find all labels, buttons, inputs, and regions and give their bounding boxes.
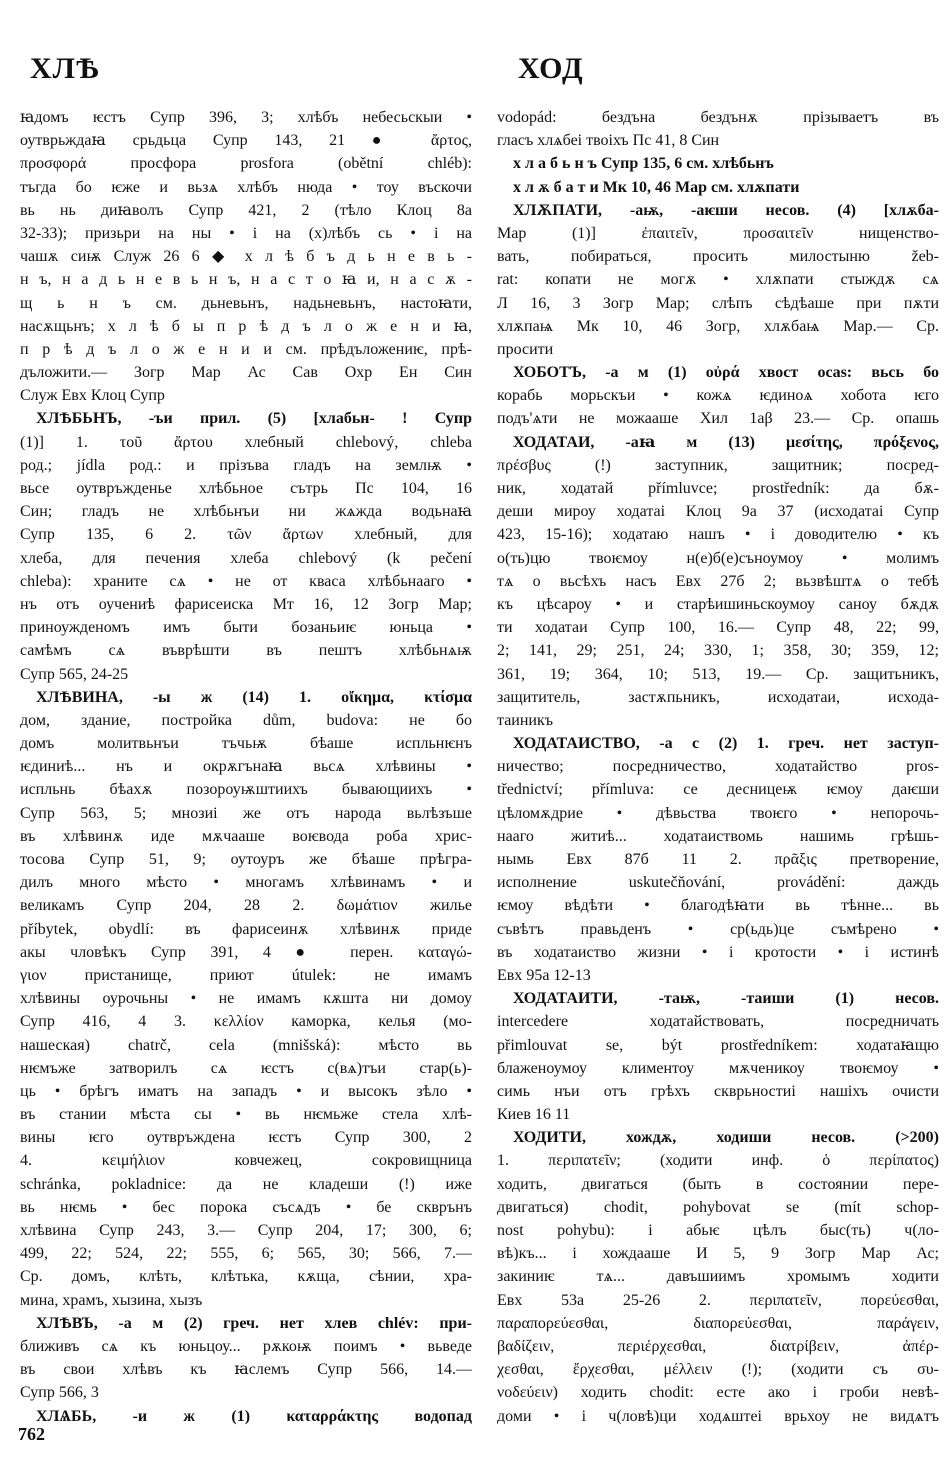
- text-line: таиникъ: [497, 711, 554, 729]
- text-line: въ свои хлѣвъ къ ꙗслемъ Супр 566, 14.—: [20, 1361, 472, 1379]
- text-line: ближивъ сѧ къ юньцоу... рѫкоѭ поимъ • вьведе: [20, 1337, 472, 1355]
- text-line: блаженоумоу климентоу мѫченикоу твоѥмоу •: [497, 1059, 939, 1077]
- text-line: Мар (1)] ἐπαιτεῖν, προσαιτεῖν нищенство-: [497, 224, 939, 242]
- text-line: дом, здание, постройка dům, budova: не бо: [20, 711, 472, 729]
- entry-headword-line: ХЛѦБЬ, -и ж (1) καταρράκτης водопад: [36, 1407, 472, 1425]
- text-line: βαδίζειν, περιέρχεσθαι, διατρίβειν, ἀπέρ-: [497, 1337, 939, 1355]
- entry-headword-line: х л а б ь н ъ Супр 135, 6 см. хлѣбьнъ: [513, 155, 774, 173]
- text-line: хлеба, для печения хлеба chlebový (k pečení: [20, 549, 472, 567]
- text-line: въ хлѣвинѫ иде мѫчааше воѥвода роба хрис-: [20, 827, 472, 845]
- text-line: домъ молитвьнъи тъчьѭ бѣаше испльнѥнъ: [20, 735, 472, 753]
- text-line: ти ходатаи Супр 100, 16.— Супр 48, 22; 99,: [497, 619, 939, 637]
- text-line: πρέσβυς (!) заступник, защитник; посред-: [497, 456, 939, 474]
- text-line: χεσθαι, ἔρχεσθαι, μέλλειν (!); (ходити съ συ-: [497, 1361, 939, 1379]
- text-line: о(ть)цю твоѥмоу н(е)б(е)съноумоу • молимъ: [497, 549, 939, 567]
- text-line: нѥмъже затворилъ сѧ ѥстъ с(вѧ)тъи стар(ь)-: [20, 1059, 472, 1077]
- text-line: ник, ходатай přímluvce; prostředník: да бѫ-: [497, 480, 939, 497]
- text-line: защититель, застѫпьникъ, исходатаи, исхода-: [497, 688, 939, 706]
- text-line: intercedere ходатайствовать, посредничать: [497, 1013, 939, 1031]
- text-line: Супр 566, 3: [20, 1384, 99, 1402]
- text-line: Евх 95а 12-13: [497, 966, 591, 984]
- left-column: [20, 106, 472, 1428]
- text-line: щ ь н ъ см. дьневьнъ, надьневьнъ, настоꙗти,: [20, 294, 472, 312]
- text-line: προσφορά просфора prosfora (obětní chléb):: [20, 155, 472, 173]
- text-line: 423, 15-16); ходатаю нашъ • і доводителю • къ: [497, 526, 939, 544]
- text-line: хлѣвины оурочьны • не имамъ кѫшта ни домоу: [20, 990, 472, 1008]
- text-line: къ цѣсароу • и старѣишиньскоумоу саноу бѫдѫ: [497, 595, 939, 613]
- text-line: испльнь бѣахѫ позороуѭштиихъ бывающиихъ •: [20, 781, 472, 799]
- entry-headword-line: ХЛѢВИНА, -ы ж (14) 1. οἴκημα, κτίσμα: [36, 688, 472, 706]
- text-line: закиниѥ тѧ... давъшиимъ хромымъ ходити: [497, 1268, 939, 1286]
- entry-headword-line: ХОБОТЪ, -а м (1) οὐρά хвост ocas: вьсь бо: [513, 364, 939, 382]
- text-line: Л 16, 3 Зогр Мар; слѣпъ сѣдѣаше при пѫти: [497, 294, 939, 312]
- text-line: исполнение uskutečňování, provádění: даждь: [497, 874, 939, 892]
- text-line: дъложити.— Зогр Мар Ас Сав Охр Ен Син: [20, 364, 472, 382]
- text-line: ходить, двигаться (быть в состоянии пере-: [497, 1175, 939, 1193]
- text-line: вины ѥго оутвръждена ѥстъ Супр 300, 2: [20, 1129, 472, 1147]
- text-line: třednictví; přímluva: се десницеѭ ѥмоу даѥши: [497, 781, 939, 799]
- text-line: просити: [497, 340, 554, 358]
- text-line: ѥмоу вѣдѣти • благодѣꙗти вь тѣнне... вь: [497, 897, 939, 915]
- text-line: хлѫпаѩ Мк 10, 46 Зогр, хлѫбаѩ Мар.— Ср.: [497, 317, 939, 335]
- text-line: ничество; посредничество, ходатайство pros-: [497, 758, 939, 776]
- running-head-right: ХОД: [518, 52, 584, 85]
- text-line: přimlouvat se, být prostředníkem: ходатаꙗщю: [497, 1036, 939, 1054]
- entry-headword-line: ХОДИТИ, хождѫ, ходиши несов. (>200): [513, 1129, 939, 1147]
- text-line: чашѫ сиѭ Служ 26 6 ◆ х л ѣ б ъ д ь н е в ь -: [20, 248, 472, 266]
- text-line: вать, побираться, просить милостыню žeb-: [497, 248, 939, 266]
- text-line: доми • і ч(ловѣ)ци ходѧштеі врьхоу не видѧтъ: [497, 1407, 939, 1425]
- text-line: 1. περιπατεῖν; (ходити инф. ὁ περίπατος): [497, 1152, 939, 1170]
- text-line: Евх 53а 25-26 2. περιπατεῖν, πορεύεσθαι,: [497, 1291, 939, 1309]
- text-line: παραπορεύεσθαι, διαπορεύεσθαι, παράγειν,: [497, 1314, 939, 1332]
- text-line: nost pohybu): і абьѥ цѣлъ быс(ть) ч(ло-: [497, 1222, 939, 1239]
- text-line: деши мироу ходатаі Клоц 9а 37 (исходатаі Супр: [497, 503, 939, 521]
- text-line: п р ѣ д ъ л о ж е н и и см. прѣдъложениѥ, прѣ-: [20, 340, 472, 358]
- text-line: род.; jídla род.: и прізъва гладъ на землѭ •: [20, 456, 472, 474]
- text-line: νοδεύειν) ходить chodit: есте ако і гроби невѣ-: [497, 1384, 939, 1402]
- text-line: Служ Евх Клоц Супр: [20, 387, 165, 405]
- text-line: Син; гладъ не хлѣбьнъи ни жѧжда водьнаꙗ: [20, 503, 472, 521]
- text-line: самѣмъ сѧ въврѣшти въ пештъ хлѣбьнѧѭ: [20, 642, 472, 660]
- text-line: нымь Евх 87б 11 2. πρᾶξις претворение,: [497, 851, 939, 868]
- text-line: цѣломѫдрие • дѣвьства твоѥго • непорочь-: [497, 804, 939, 822]
- text-line: (1)] 1. τοῦ ἄρτου хлебный chlebový, chleba: [20, 433, 472, 451]
- text-line: Супр 135, 6 2. τῶν ἄρτων хлебный, для: [20, 526, 472, 544]
- text-line: въ ходатаиство жизни • і кротости • і истинѣ: [497, 943, 939, 961]
- text-line: 2; 141, 29; 251, 24; 330, 1; 358, 30; 359, 12;: [497, 642, 939, 660]
- text-line: тѧ о вьсѣхъ насъ Евх 27б 2; вьзвѣштѧ о тебѣ: [497, 572, 939, 590]
- running-head-left: ХЛѢ: [30, 52, 100, 85]
- text-line: schránka, pokladnice: да не кладеши (!) иже: [20, 1175, 472, 1193]
- text-line: нъ отъ оучениѣ фарисеиска Мт 16, 12 Зогр Мар;: [20, 595, 472, 613]
- text-line: vodopád: бездъна бездънѫ прізываетъ въ: [497, 109, 939, 126]
- text-line: Супр 565, 24-25: [20, 665, 129, 683]
- text-line: Супр 416, 4 3. κελλίον каморка, келья (мо-: [20, 1013, 472, 1031]
- text-line: тосова Супр 51, 9; оутоуръ же бѣаше прѣгра-: [20, 851, 472, 868]
- text-line: съвѣтъ правьденъ • ср(ьдь)це съмѣрено •: [497, 920, 939, 938]
- text-line: нааго житиѣ... ходатаиствомь нашимь грѣшь-: [497, 827, 939, 845]
- text-line: вѣ)къ... і хождааше И 5, 9 Зогр Мар Ас;: [497, 1245, 939, 1263]
- text-line: н ъ, н а д ь н е в ь н ъ, н а с т о ꙗ и, н а с ѫ -: [20, 271, 472, 289]
- text-line: ць • брѣгъ иматъ на западъ • и высокъ зѣло •: [20, 1082, 472, 1100]
- text-line: приноужденомъ имъ быти бозаньиѥ юньца •: [20, 619, 472, 637]
- entry-headword-line: х л ѫ б а т и Мк 10, 46 Мар см. хлѫпати: [513, 178, 800, 196]
- text-line: нашеская) chatrč, cela (mnišská): мѣсто вь: [20, 1036, 472, 1054]
- text-line: хлѣвина Супр 243, 3.— Супр 204, 17; 300, 6;: [20, 1222, 472, 1239]
- text-line: 361, 19; 364, 10; 513, 19.— Ср. защитьникъ,: [497, 665, 939, 683]
- text-line: подъ'ѧти не можааше Хил 1аβ 23.— Ср. опашь: [497, 410, 939, 428]
- right-column: [497, 106, 939, 1428]
- page-number: 762: [18, 1424, 45, 1444]
- entry-headword-line: ХОДАТАИТИ, -таѭ, -таиши (1) несов.: [513, 990, 939, 1008]
- text-line: симь нъи отъ грѣхъ скврьностиі нашіхъ очисти: [497, 1082, 939, 1100]
- text-line: Киев 16 11: [497, 1106, 571, 1124]
- text-line: дилъ много мѣсто • многамъ хлѣвинамъ • и: [20, 874, 472, 892]
- text-line: rat: копати не могѫ • хлѫпати стыждѫ сѧ: [497, 271, 939, 289]
- text-line: тъгда бо ѥже и вьзѧ хлѣбъ нюда • тоу въскочи: [20, 178, 472, 196]
- entry-headword-line: ХЛѪПАТИ, -аѭ, -аѥши несов. (4) [хлѫба-: [513, 201, 939, 219]
- text-line: γιον пристанище, приют útulek: не имамъ: [20, 966, 472, 984]
- text-line: 32-33); призьри на ны • і на (х)лѣбъ сь • і на: [20, 224, 472, 242]
- entry-headword-line: ХЛѢВЪ, -а м (2) греч. нет хлев chlév: при-: [36, 1314, 472, 1332]
- text-line: 499, 22; 524, 22; 555, 6; 565, 30; 566, 7.—: [20, 1245, 472, 1263]
- text-line: ꙗдомъ ѥстъ Супр 396, 3; хлѣбъ небесьскыи •: [20, 109, 472, 126]
- text-line: Ср. домъ, клѣть, клѣтька, кѫща, сѣнии, хра-: [20, 1268, 472, 1286]
- text-line: вь нѥмь • бес порока съсѧдъ • бе скврънъ: [20, 1198, 472, 1216]
- text-line: акы чловѣкъ Супр 391, 4 ● перен. καταγώ-: [20, 943, 472, 961]
- text-line: великамъ Супр 204, 28 2. δωμάτιον жилье: [20, 897, 472, 915]
- text-line: вь нь диꙗволъ Супр 421, 2 (тѣло Клоц 8а: [20, 201, 472, 219]
- text-line: ѥдиниѣ... нъ и окрѫгънаꙗ вьсѧ хлѣвины •: [20, 758, 472, 776]
- entry-headword-line: ХЛѢБЬНЪ, -ъи прил. (5) [хлабьн- ! Супр: [36, 410, 472, 428]
- text-line: chleba): храните сѧ • не от кваса хлѣбьнааго •: [20, 572, 472, 590]
- text-line: насѫщьнъ; х л ѣ б ы п р ѣ д ъ л о ж е н и ꙗ,: [20, 317, 472, 335]
- text-line: оутврьждаꙗ срьдьца Супр 143, 21 ● ἄρτος,: [20, 132, 472, 150]
- text-line: вьсе оутвръжденье хлѣбьное сътрь Пс 104, 16: [20, 480, 472, 497]
- text-line: корабь морьскъи • кожѧ ѥдиноѧ хобота ѥго: [497, 387, 939, 405]
- text-line: мина, храмъ, хызина, хызъ: [20, 1291, 203, 1309]
- entry-headword-line: ХОДАТАИСТВО, -а с (2) 1. греч. нет заступ-: [513, 735, 939, 753]
- text-line: příbytek, obydlí: въ фарисеинѫ хлѣвинѫ приде: [20, 920, 472, 938]
- text-line: двигаться) chodit, pohybovat se (mít schop-: [497, 1198, 939, 1216]
- text-line: 4. κειμήλιον ковчежец, сокровищница: [20, 1152, 472, 1170]
- text-line: гласъ хлѧбеі твоіхъ Пс 41, 8 Син: [497, 132, 720, 150]
- text-line: Супр 563, 5; мнозиі же отъ народа вьлѣзъше: [20, 804, 472, 822]
- text-line: въ стании мѣста сы • вь нѥмьже стела хлѣ-: [20, 1106, 472, 1124]
- entry-headword-line: ХОДАТАИ, -аꙗ м (13) μεσίτης, πρόξενος,: [513, 433, 939, 451]
